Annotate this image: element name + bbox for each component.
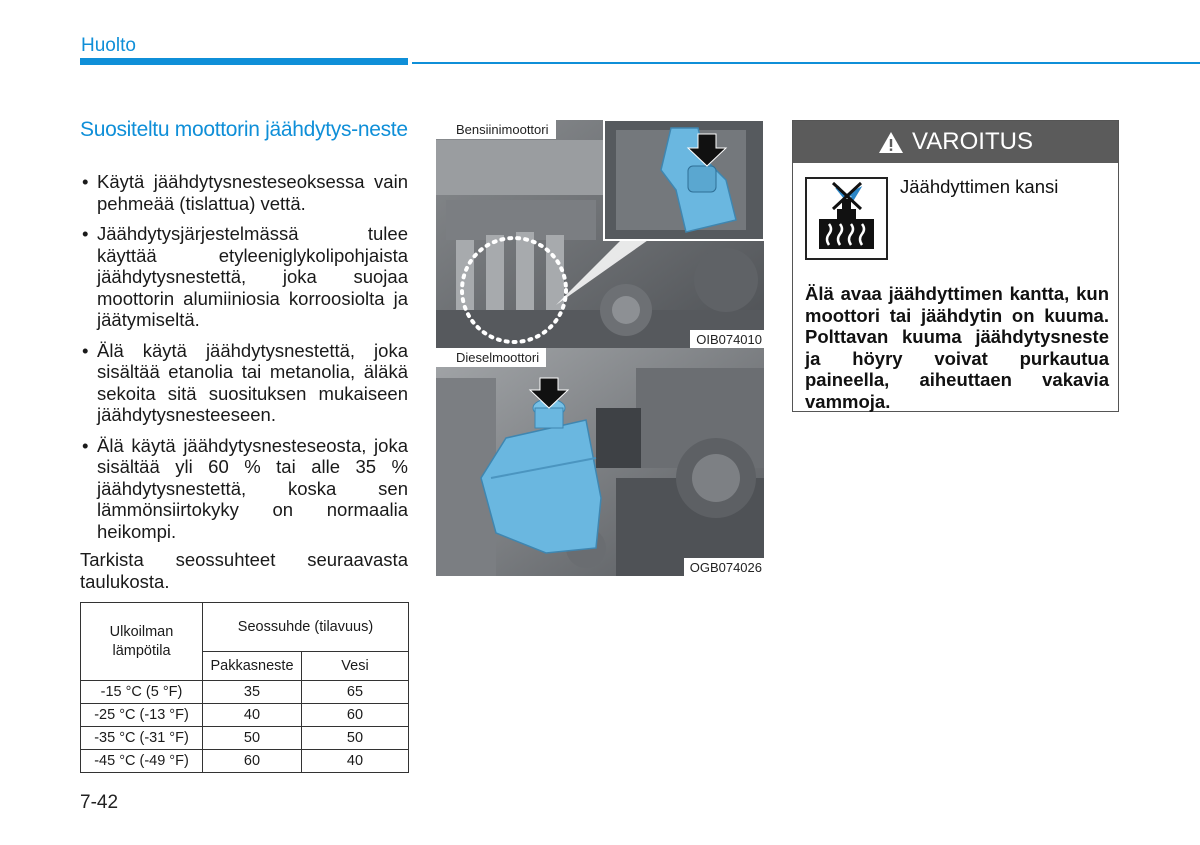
bullet-item: • Älä käytä jäähdytysnesteseosta, joka sisältää yli 60 % tai alle 35 % jäähdytysnestettä, koska sen lämmönsiirtokyky on normaalia heikompi. — [80, 435, 408, 543]
warning-header — [793, 121, 1118, 163]
diesel-engine-figure — [436, 348, 764, 576]
warning-heading: VAROITUS — [912, 128, 1033, 155]
warning-box — [792, 120, 1119, 412]
bullet-item: • Älä käytä jäähdytysnestettä, joka sisältää etanolia tai metanolia, äläkä sekoita sitä suosituksen mukaiseen jäähdytysnesteeseen. — [80, 340, 408, 426]
header-rule-thin — [412, 62, 1200, 64]
table-row — [81, 681, 409, 704]
cell-temp: -25 °C (-13 °F) — [81, 704, 203, 727]
figure-label: Dieselmoottori — [436, 348, 546, 367]
header-rule-thick — [80, 58, 408, 65]
cell-water: 50 — [302, 727, 409, 750]
cell-antifreeze: 35 — [203, 681, 302, 704]
no-open-hot-radiator-icon — [805, 177, 888, 260]
bullet-item: • Käytä jäähdytysnesteseoksessa vain pehmeää (tislattua) vettä. — [80, 171, 408, 214]
header-antifreeze: Pakkasneste — [203, 652, 302, 681]
warning-triangle-icon — [878, 131, 904, 154]
table-intro: Tarkista seossuhteet seuraavasta taulukosta. — [80, 549, 408, 592]
header-temperature: Ulkoilman lämpötila — [81, 603, 203, 681]
figure-code: OGB074026 — [684, 558, 764, 576]
cell-water: 60 — [302, 704, 409, 727]
warning-text: Älä avaa jäähdyttimen kantta, kun moottori tai jäähdytin on kuuma. Polttavan kuuma jäähdytysneste ja höyry voivat purkautua paineella, aiheuttaen vakavia vammoja. — [805, 283, 1109, 412]
figure-label: Bensiinimoottori — [436, 120, 556, 139]
figure-code: OIB074010 — [690, 330, 764, 348]
cell-water: 65 — [302, 681, 409, 704]
radiator-cap-icon — [807, 179, 886, 258]
table-row — [81, 750, 409, 773]
cell-temp: -15 °C (5 °F) — [81, 681, 203, 704]
cell-antifreeze: 40 — [203, 704, 302, 727]
header-water: Vesi — [302, 652, 409, 681]
section-title: Suositeltu moottorin jäähdytys-neste — [80, 118, 408, 141]
cell-antifreeze: 60 — [203, 750, 302, 773]
cell-water: 40 — [302, 750, 409, 773]
page-number: 7-42 — [80, 792, 119, 813]
mixture-table — [80, 602, 409, 773]
diesel-engine-illustration — [436, 348, 764, 576]
section-header: Huolto — [81, 35, 136, 56]
header-mix-ratio: Seossuhde (tilavuus) — [203, 603, 409, 652]
warning-subtitle: Jäähdyttimen kansi — [900, 176, 1059, 197]
petrol-engine-figure — [436, 120, 764, 348]
table-row — [81, 727, 409, 750]
bullet-item: • Jäähdytysjärjestelmässä tulee käyttää etyleeniglykolipohjaista jäähdytysnestettä, joka suojaa moottorin alumiiniosia korroosiolta ja jäätymiseltä. — [80, 223, 408, 331]
bullet-list — [80, 171, 408, 551]
cell-temp: -45 °C (-49 °F) — [81, 750, 203, 773]
table-row — [81, 704, 409, 727]
cell-antifreeze: 50 — [203, 727, 302, 750]
cell-temp: -35 °C (-31 °F) — [81, 727, 203, 750]
petrol-engine-illustration — [436, 120, 764, 348]
